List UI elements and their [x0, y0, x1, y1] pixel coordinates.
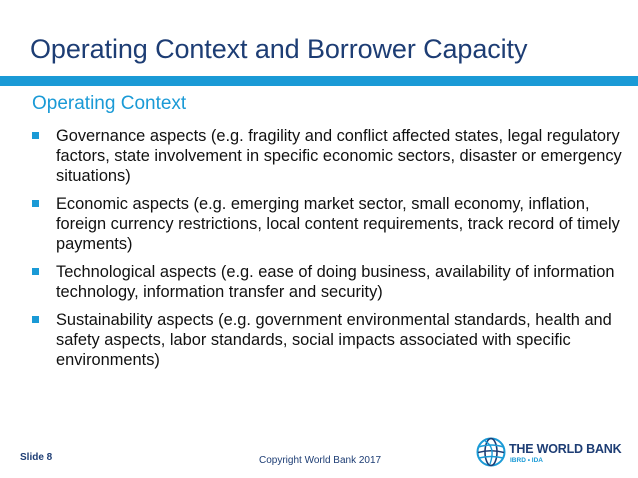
bullet-text: Technological aspects (e.g. ease of doing business, availability of information technology, information transfer and security): [56, 263, 615, 301]
square-bullet-icon: [32, 268, 39, 275]
world-bank-logo: [476, 437, 636, 469]
copyright-notice: Copyright World Bank 2017: [259, 455, 382, 466]
square-bullet-icon: [32, 316, 39, 323]
section-title: Operating Context: [32, 93, 187, 114]
slide-number: Slide 8: [20, 452, 53, 463]
world-bank-globe-icon: [476, 437, 506, 467]
square-bullet-icon: [32, 132, 39, 139]
square-bullet-icon: [32, 200, 39, 207]
bullet-text: Sustainability aspects (e.g. government environmental standards, health and safety aspects, labor standards, social impacts associated with specific environments): [56, 311, 612, 369]
bullet-item-economic: [32, 194, 622, 254]
title-divider-bar: [0, 76, 638, 86]
logo-subtitle: IBRD • IDA: [510, 457, 543, 464]
bullet-item-sustainability: [32, 310, 622, 370]
bullet-text: Governance aspects (e.g. fragility and conflict affected states, legal regulatory factors, state involvement in specific economic sectors, disaster or emergency situations): [56, 127, 622, 185]
bullet-item-governance: [32, 126, 622, 186]
bullet-list: [32, 126, 622, 378]
bullet-text: Economic aspects (e.g. emerging market sector, small economy, inflation, foreign currency restrictions, local content requirements, track record of timely payments): [56, 195, 620, 253]
logo-name: THE WORLD BANK: [509, 442, 622, 456]
slide-title: Operating Context and Borrower Capacity: [30, 34, 528, 64]
bullet-item-technological: [32, 262, 622, 302]
